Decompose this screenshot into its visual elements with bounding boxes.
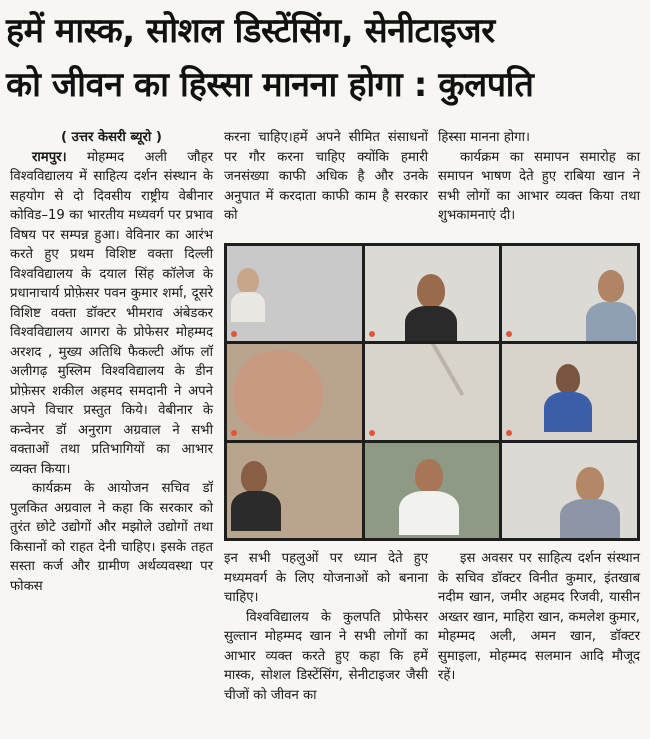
- video-tile-9: [502, 443, 637, 538]
- headline-line-1: हमें मास्क, सोशल डिस्टेंसिंग, सेनीटाइजर: [6, 11, 495, 51]
- video-tile-2: [365, 246, 500, 341]
- column-1: [10, 128, 213, 596]
- column-2-bottom: [224, 549, 428, 705]
- video-tile-6: [502, 344, 637, 439]
- dateline: रामपुर।: [32, 149, 67, 165]
- column-1-paragraph-1: [10, 148, 213, 480]
- column-3-top: [438, 128, 640, 226]
- video-tile-3: [502, 246, 637, 341]
- webinar-screenshot-photo: [224, 243, 640, 541]
- video-tile-5: [365, 344, 500, 439]
- headline: [6, 4, 646, 112]
- column-1-paragraph-1-text: मोहम्मद अली जौहर विश्वविद्यालय में साहित्य दर्शन संस्थान के सहयोग से दो दिवसीय राष्ट्रीय वेबीनार कोविड–19 का भारतीय मध्यवर्ग पर प्रभाव विषय पर सम्पन्न हुआ। वेविनार का आरंभ करते हुए प्रथम विशिष्ट वक्ता दिल्ली विश्वविद्यालय के दयाल सिंह कॉलेज के प्रधानाचार्य प्रोफ़ेसर पवन कुमार शर्मा, दूसरे विशिष्ट वक्ता डॉक्टर भीमराव अंबेडकर विश्वविद्यालय आगरा के प्रोफेसर मोहम्मद अरशद , मुख्य अतिथि फैकल्टी ऑफ लॉ अलीगढ़ मुस्लिम विश्वविद्यालय के डीन प्रोफ़ेसर शकील अहमद समदानी ने अपने अपने विचार प्रस्तुत किये। वेबीनार के कन्वेनर डॉ अनुराग अग्रवाल ने सभी वक्ताओं तथा प्रतिभागियों का आभार व्यक्त किया।: [10, 149, 213, 477]
- video-tile-4: [227, 344, 362, 439]
- byline: ( उत्तर केसरी ब्यूरो ): [61, 130, 162, 145]
- video-tile-7: [227, 443, 362, 538]
- video-tile-8: [365, 443, 500, 538]
- column-3-top-paragraph-2: कार्यक्रम का समापन समारोह का समापन भाषण देते हुए राबिया खान ने सभी लोगों का आभार व्यक्त किया तथा शुभकामनाएं दी।: [438, 149, 640, 223]
- column-1-paragraph-2: कार्यक्रम के आयोजन सचिव डॉ पुलकित अग्रवाल ने कहा कि सरकार को तुरंत छोटे उद्योगों और मझोले उद्योगों तथा किसानों को राहत देनी चाहिए। इसके तहत सस्ता कर्ज और ग्रामीण अर्थव्यवस्था पर फोकस: [10, 481, 213, 594]
- column-2-bottom-paragraph-1: इन सभी पहलुओं पर ध्यान देते हुए मध्यमवर्ग के लिए योजनाओं को बनाना चाहिए।: [224, 551, 428, 605]
- column-2-top: [224, 128, 428, 226]
- column-3-bottom-paragraph: इस अवसर पर साहित्य दर्शन संस्थान के सचिव डॉक्टर विनीत कुमार, इंतखाब नदीम खान, जमीर अहमद रिजवी, यासीन अख्तर खान, माहिरा खान, कमलेश कुमार, मोहम्मद अली, अमन खान, डॉक्टर सुमाइला, मोहम्मद सलमान आदि मौजूद रहें।: [438, 551, 640, 683]
- column-2-top-paragraph: करना चाहिए।हमें अपने सीमित संसाधनों पर गौर करना चाहिए क्योंकि हमारी जनसंख्या काफी अधिक है और उनके अनुपात में करदाता काफी काम है सरकार को: [224, 130, 428, 223]
- column-3-top-paragraph-1: हिस्सा मानना होगा।: [438, 130, 531, 145]
- column-3-bottom: [438, 549, 640, 686]
- headline-line-2: को जीवन का हिस्सा मानना होगा : कुलपति: [6, 65, 534, 105]
- column-2-bottom-paragraph-2: विश्वविद्यालय के कुलपति प्रोफेसर सुल्तान मोहम्मद खान ने सभी लोगों का आभार व्यक्त करते हुए कहा कि हमें मास्क, सोशल डिस्टेंसिंग, सेनीटाइजर जैसी चीजों को जीवन का: [224, 609, 428, 703]
- video-tile-1: [227, 246, 362, 341]
